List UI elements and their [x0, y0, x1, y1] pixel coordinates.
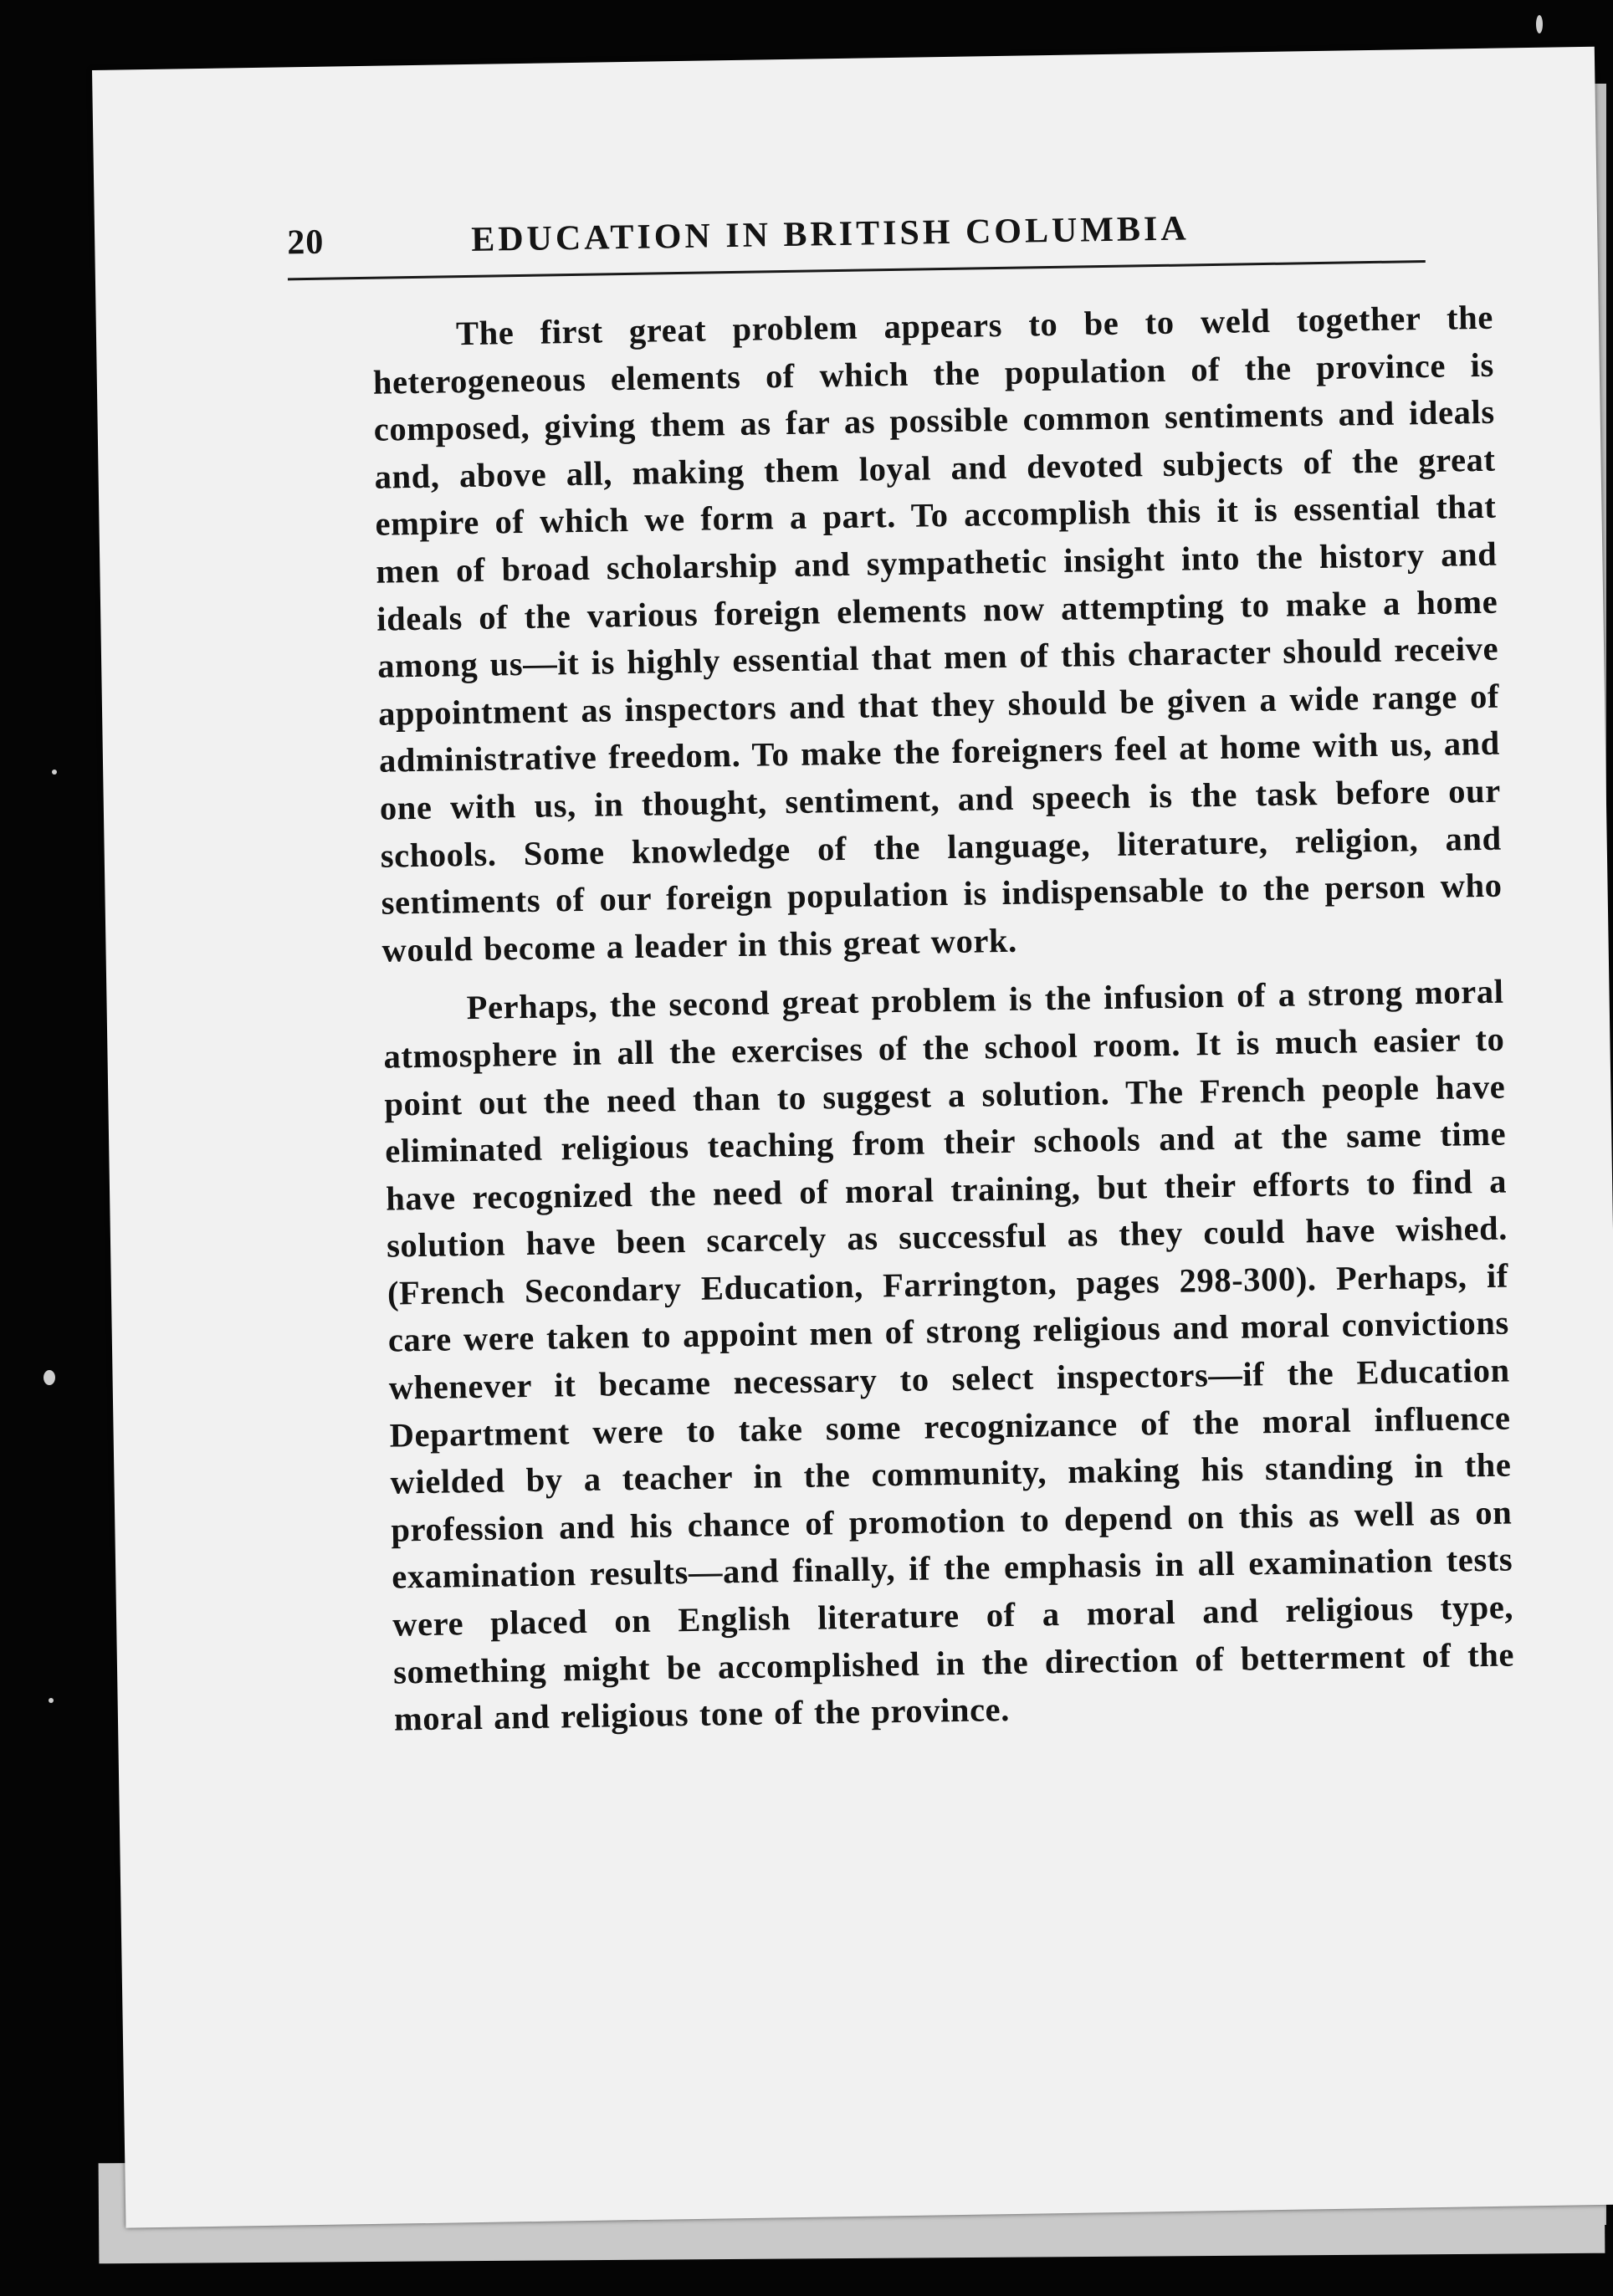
body-text	[372, 294, 1516, 1744]
page-number: 20	[286, 222, 325, 263]
scan-speck	[1536, 15, 1543, 33]
header-rule	[288, 260, 1426, 280]
paragraph-second-problem: Perhaps, the second great problem is the infusion of a strong moral atmosphere in all the exercises of the school room. It is much easier to point out the need than to suggest a solution. The French people have eliminated religious teaching from their schools and at the same time have recognized the need of moral training, but their efforts to find a solution have been scarcely as successful as they could have wished. (French Secondary Education, Farrington, pages 298-300). Perhaps, if care were taken to appoint men of strong religious and moral convictions whenever it became necessary to select inspectors—if the Education Department were to take some recognizance of the moral influence wielded by a teacher in the community, making his standing in the profession and his chance of promotion to depend on this as well as on examination results—and finally, if the emphasis in all examination tests were placed on English literature of a moral and religious type, something might be accomplished in the direction of betterment of the moral and religious tone of the province.	[383, 972, 1515, 1738]
scan-speck	[52, 770, 57, 775]
running-head	[286, 204, 1493, 275]
book-page	[92, 47, 1613, 2228]
page-content	[286, 204, 1516, 1756]
scan-speck	[44, 1370, 55, 1385]
paragraph-first-problem: The first great problem appears to be to weld together the heterogeneous elements of which the population of the province is composed, giving them as far as possible common sentiments and ideals and, above all, making them loyal and devoted subjects of the great empire of which we form a part. To accomplish this it is essential that men of broad scholarship and sympathetic insight into the history and ideals of the various foreign elements now attempting to make a home among us—it is highly essential that men of this character should receive appointment as inspectors and that they should be given a wide range of administrative freedom. To make the foreigners feel at home with us, and one with us, in thought, sentiment, and speech is the task before our schools. Some knowledge of the language, literature, religion, and sentiments of our foreign population is indispensable to the person who would become a leader in this great work.	[372, 298, 1503, 969]
scan-speck	[49, 1698, 54, 1703]
running-title: EDUCATION IN BRITISH COLUMBIA	[470, 209, 1191, 259]
